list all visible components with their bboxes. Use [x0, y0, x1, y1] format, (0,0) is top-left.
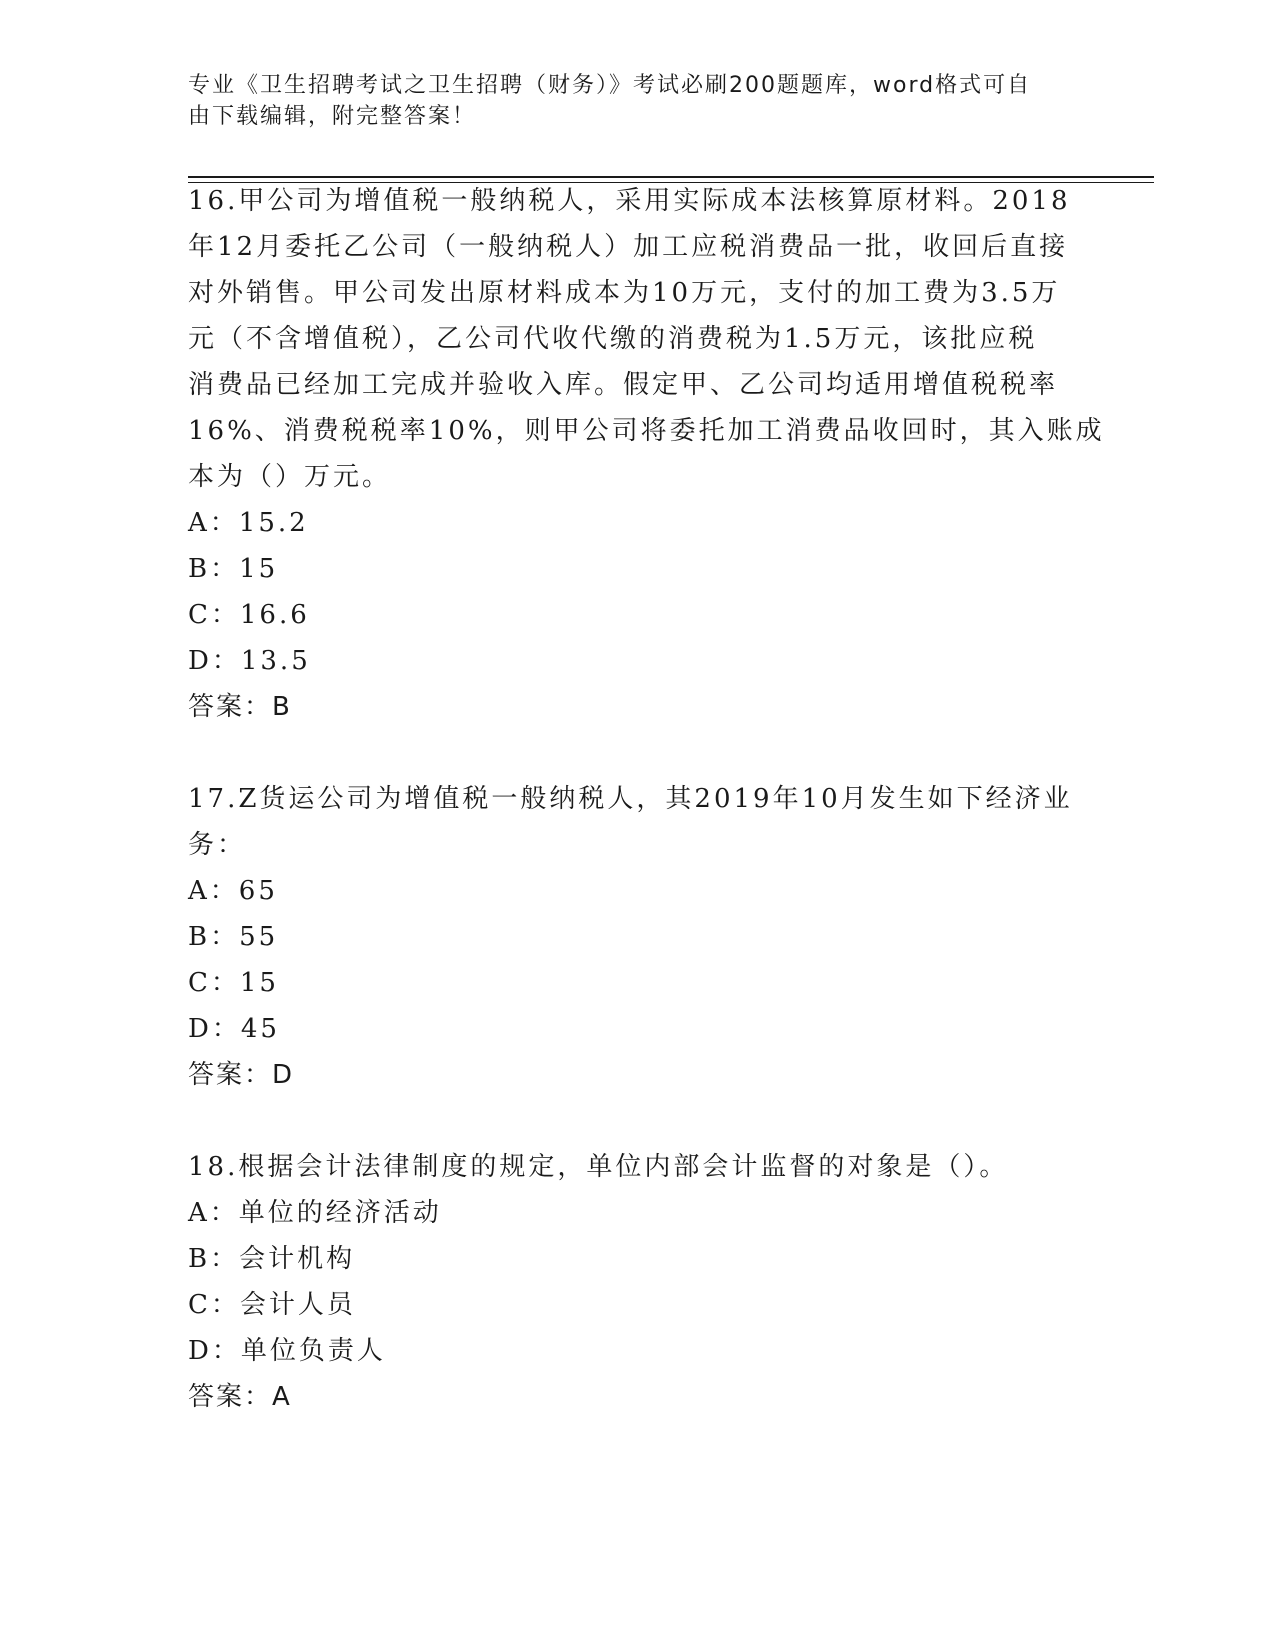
question-stem-line: 本为（）万元。	[188, 462, 392, 492]
option-c: C：16.6	[188, 600, 310, 630]
option-b: B：55	[188, 922, 279, 952]
question-16	[188, 178, 1105, 730]
question-stem-line: 年12月委托乙公司（一般纳税人）加工应税消费品一批，收回后直接	[188, 232, 1069, 262]
option-b: B：会计机构	[188, 1244, 356, 1274]
question-stem-line: 务：	[188, 830, 247, 860]
option-c: C：15	[188, 968, 279, 998]
question-stem-line: 17.Z货运公司为增值税一般纳税人，其2019年10月发生如下经济业	[188, 784, 1073, 814]
answer-label: 答案：B	[188, 692, 292, 722]
question-gap	[188, 730, 1088, 776]
question-stem-line: 消费品已经加工完成并验收入库。假定甲、乙公司均适用增值税税率	[188, 370, 1059, 400]
question-18	[188, 1144, 1088, 1420]
option-d: D：13.5	[188, 646, 311, 676]
option-b: B：15	[188, 554, 279, 584]
question-stem-line: 16%、消费税税率10%，则甲公司将委托加工消费品收回时，其入账成	[188, 416, 1105, 446]
answer-label: 答案：A	[188, 1382, 292, 1412]
answer-label: 答案：D	[188, 1060, 295, 1090]
option-d: D：45	[188, 1014, 280, 1044]
header-line: 专业《卫生招聘考试之卫生招聘（财务）》考试必刷200题题库，word格式可自	[188, 73, 1032, 98]
option-a: A：单位的经济活动	[188, 1198, 442, 1228]
question-list	[188, 178, 1105, 1420]
document-header	[188, 70, 1068, 132]
option-a: A：65	[188, 876, 278, 906]
question-stem-line: 对外销售。甲公司发出原材料成本为10万元，支付的加工费为3.5万	[188, 278, 1061, 308]
option-a: A：15.2	[188, 508, 309, 538]
header-line: 由下载编辑，附完整答案！	[188, 104, 477, 129]
option-c: C：会计人员	[188, 1290, 356, 1320]
question-stem-line: 18.根据会计法律制度的规定，单位内部会计监督的对象是（）。	[188, 1152, 1009, 1182]
question-stem-line: 元（不含增值税），乙公司代收代缴的消费税为1.5万元，该批应税	[188, 324, 1038, 354]
question-stem-line: 16.甲公司为增值税一般纳税人，采用实际成本法核算原材料。2018	[188, 186, 1071, 216]
question-17	[188, 776, 1088, 1098]
option-d: D：单位负责人	[188, 1336, 386, 1366]
question-gap	[188, 1098, 1088, 1144]
